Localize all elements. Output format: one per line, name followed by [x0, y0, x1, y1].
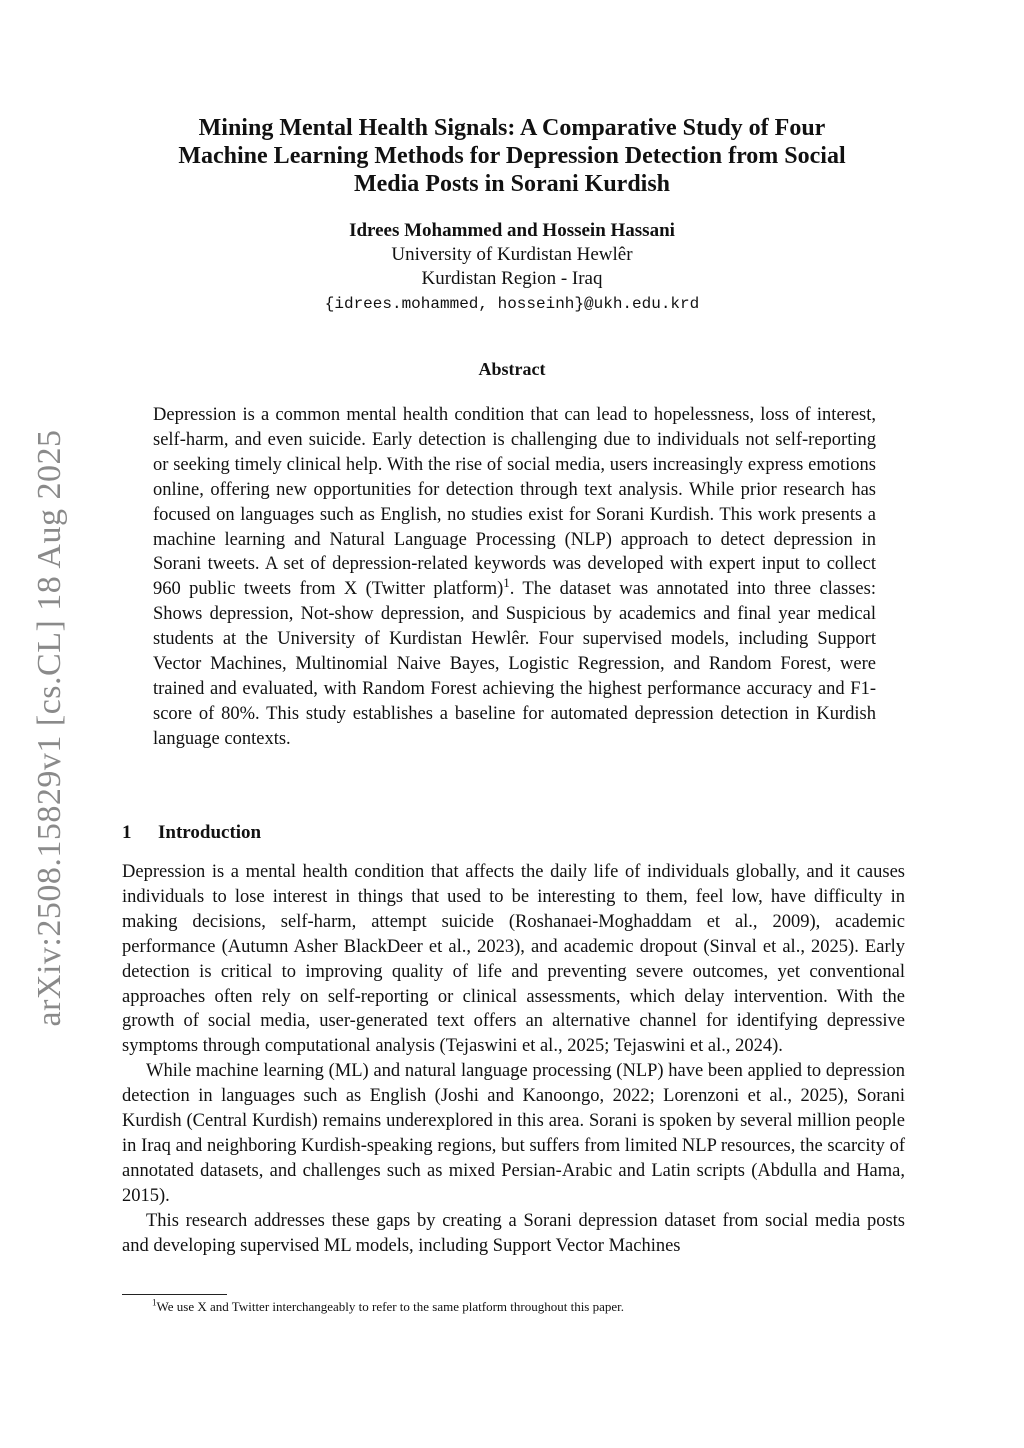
paper-title	[110, 114, 914, 198]
section-heading-introduction	[122, 821, 261, 845]
paragraph: This research addresses these gaps by creating a Sorani depression dataset from social media posts and developing supervised ML models, including Support Vector Machines	[122, 1210, 905, 1256]
section-title: Introduction	[158, 822, 262, 843]
authors: Idrees Mohammed and Hossein Hassani	[349, 220, 675, 241]
footnote-mark: 1	[503, 575, 510, 591]
paragraph: While machine learning (ML) and natural language processing (NLP) have been applied to depression detection in languages such as English (Joshi and Kanoongo, 2022; Lorenzoni et al., 2025), Sorani Kurdish (Central Kurdish) remains underexplored in this area. Sorani is spoken by several million people in Iraq and neighboring Kurdish-speaking regions, but suffers from limited NLP resources, the scarcity of annotated datasets, and challenges such as mixed Persian-Arabic and Latin scripts (Abdulla and Hama, 2015).	[122, 1061, 905, 1206]
footnote	[122, 1298, 905, 1316]
title-line: Media Posts in Sorani Kurdish	[353, 171, 671, 197]
introduction-body	[122, 860, 905, 1259]
paragraph: Depression is a mental health condition that affects the daily life of individuals globally, and it causes individuals to lose interest in things that used to be interesting to them, feel low, have difficulty in making decisions, self-harm, attempt suicide (Roshanaei-Moghaddam et al., 2009), academic performance (Autumn Asher BlackDeer et al., 2023), and academic dropout (Sinval et al., 2025). Early detection is critical to improving quality of life and preventing severe outcomes, yet conventional approaches often rely on self-reporting or clinical assessments, which delay intervention. With the growth of social media, user-generated text offers an alternative channel for identifying depressive symptoms through computational analysis (Tejaswini et al., 2025; Tejaswini et al., 2024).	[122, 862, 905, 1057]
footnote-text: We use X and Twitter interchangeably to refer to the same platform throughout this paper.	[156, 1299, 625, 1314]
abstract-text-part: Depression is a common mental health condition that can lead to hopelessness, loss of interest, self-harm, and even suicide. Early detection is challenging due to individuals not self-reporting or seeking timely clinical help. With the rise of social media, users increasingly express emotions online, offering new opportunities for detection through text analysis. While prior research has focused on languages such as English, no studies exist for Sorani Kurdish. This work presents a machine learning and Natural Language Processing (NLP) approach to detect depression in Sorani tweets. A set of depression-related keywords was developed with expert input to collect 960 public tweets from X (Twitter platform)	[153, 405, 876, 600]
abstract-text-part: . The dataset was annotated into three classes: Shows depression, Not-show depression, and Suspicious by academics and final year medical students at the University of Kurdistan Hewlêr. Four supervised models, including Support Vector Machines, Multinomial Naive Bayes, Logistic Regression, and Random Forest, were trained and evaluated, with Random Forest achieving the highest performance accuracy and F1-score of 80%. This study establishes a baseline for automated depression detection in Kurdish language contexts.	[153, 579, 876, 749]
title-line: Mining Mental Health Signals: A Comparative Study of Four	[198, 115, 826, 141]
author-emails: {idrees.mohammed, hosseinh}@ukh.edu.krd	[324, 295, 700, 313]
footnote-rule	[122, 1294, 227, 1295]
affiliation-university: University of Kurdistan Hewlêr	[391, 244, 633, 265]
section-number: 1	[122, 822, 132, 843]
arxiv-identifier: arXiv:2508.15829v1 [cs.CL] 18 Aug 2025	[31, 429, 68, 1027]
affiliation-region: Kurdistan Region - Iraq	[421, 268, 603, 289]
title-line: Machine Learning Methods for Depression Detection from Social	[178, 143, 846, 169]
abstract-heading: Abstract	[478, 359, 546, 379]
abstract-text	[153, 403, 876, 752]
footnote-number: 1	[152, 1297, 157, 1308]
